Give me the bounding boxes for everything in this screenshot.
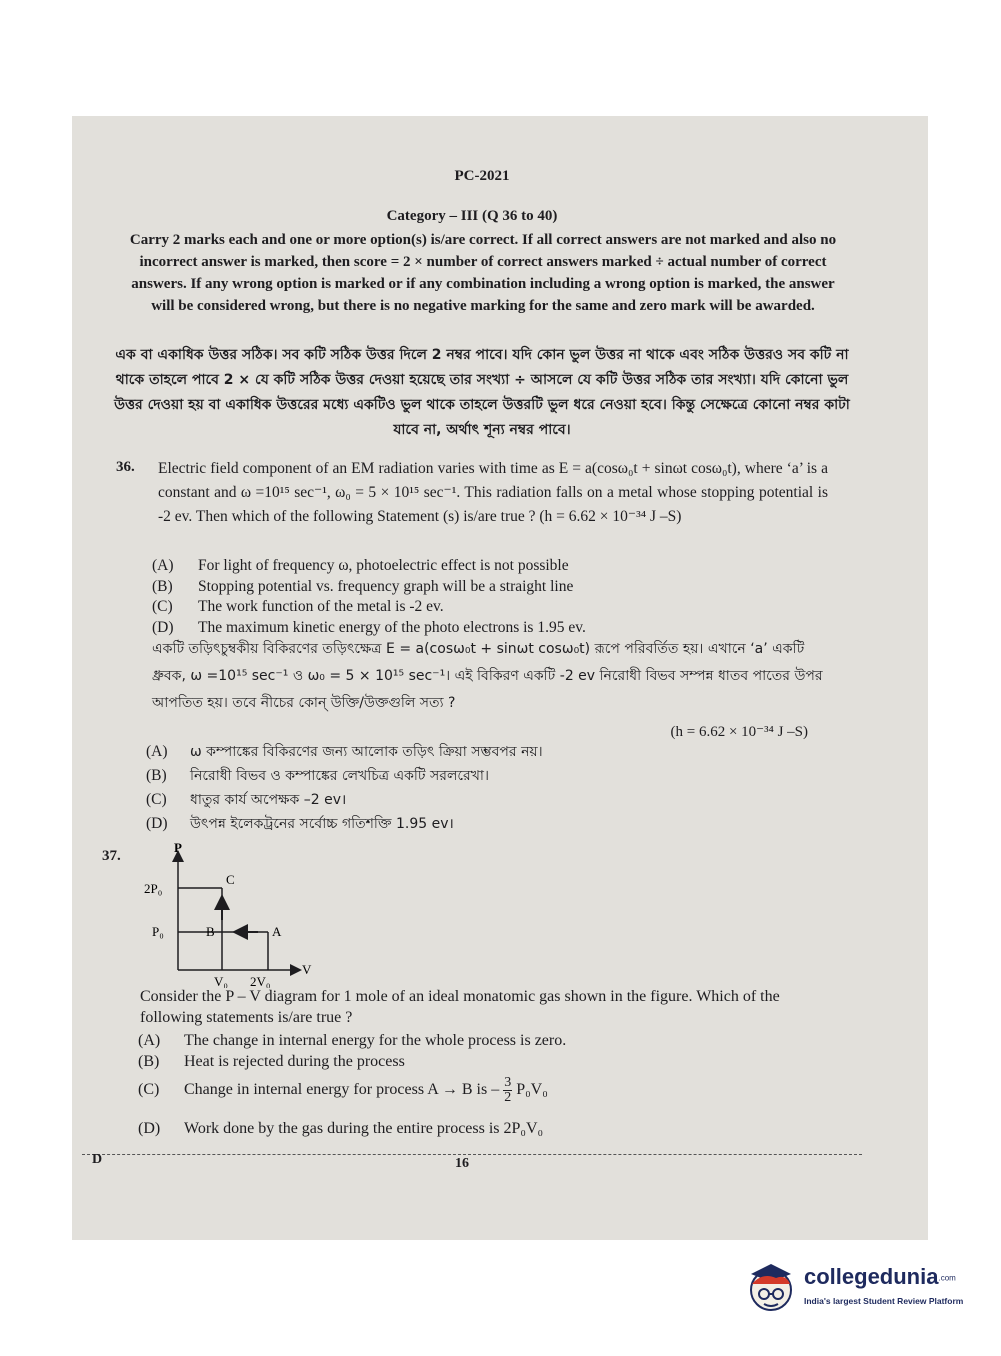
q37-option-d (138, 1120, 543, 1138)
option-text: The change in internal energy for the whole process is zero. (184, 1032, 567, 1049)
brand-name (804, 1264, 956, 1290)
point-b-label: B (206, 924, 215, 939)
option-text: উৎপন্ন ইলেকট্রনের সর্বোচ্চ গতিশক্তি 1.95 ev। (190, 816, 454, 832)
point-a-label: A (272, 924, 282, 939)
question-37-text: Consider the P – V diagram for 1 mole of an ideal monatomic gas shown in the figure. Which of the following statements is/are true ? (140, 988, 780, 1026)
page-number: 16 (455, 1156, 469, 1171)
logo-mascot-icon (742, 1258, 800, 1316)
option-label: (C) (146, 791, 167, 808)
tick-v0: V₀ (214, 974, 228, 988)
option-text: Change in internal energy for process A → B is – (184, 1081, 500, 1099)
option-text: Work done by the gas during the entire process is 2P₀V₀ (184, 1120, 544, 1137)
option-text: ধাতুর কার্য অপেক্ষক –2 ev। (190, 792, 347, 808)
question-36-number: 36. (116, 459, 135, 475)
option-text: The work function of the metal is -2 ev. (198, 598, 444, 615)
option-label: (B) (152, 578, 173, 595)
brand-name-text: collegedunia (804, 1264, 939, 1289)
tick-2v0: 2V₀ (250, 974, 271, 988)
option-text: Heat is rejected during the process (184, 1053, 405, 1070)
instructions-english: Carry 2 marks each and one or more option(s) is/are correct. If all correct answers are not marked and also no incorrect answer is marked, then score = 2 × number of correct answers marked ÷ actual number of correct answers. If any wrong option is marked or if any combination including a wrong option is marked, the answer will be considered wrong, but there is no negative marking for the same and zero mark will be awarded. (129, 232, 837, 314)
pv-diagram (138, 838, 338, 988)
option-label: (A) (152, 557, 174, 574)
fraction-numerator: 3 (504, 1075, 512, 1090)
q37-option-a (138, 1032, 566, 1050)
q36-option-d (152, 619, 586, 637)
option-label: (D) (146, 815, 168, 832)
option-text: Stopping potential vs. frequency graph will be a straight line (198, 578, 574, 595)
p-axis-label: P (174, 840, 182, 855)
q36-option-c (152, 598, 444, 616)
option-label: (C) (152, 598, 173, 615)
category-title: Category – III (Q 36 to 40) (386, 208, 558, 224)
option-label: (B) (146, 767, 167, 784)
option-label: (A) (146, 743, 168, 760)
q37-option-c (138, 1076, 548, 1105)
option-text: নিরোধী বিভব ও কম্পাঙ্কের লেখচিত্র একটি সরলরেখা। (190, 768, 489, 784)
q36-bengali-option-a (146, 740, 543, 764)
fraction-denominator: 2 (504, 1090, 512, 1105)
option-label: (C) (138, 1081, 160, 1099)
collegedunia-logo (742, 1258, 972, 1318)
booklet-letter: D (92, 1152, 103, 1167)
brand-suffix: .com (938, 1273, 956, 1283)
q36-option-a (152, 557, 569, 575)
question-37-number: 37. (102, 848, 121, 864)
question-36-text: Electric field component of an EM radiation varies with time as E = a(cosω₀t + sinωt cosω₀t), where ‘a’ is a constant and ω =10¹⁵ sec⁻¹, ω₀ = 5 × 10¹⁵ sec⁻¹. This radiation falls on a metal whose stopping potential is -2 ev. Then which of the following Statement (s) is/are true ? (h = 6.62 × 10⁻³⁴ J –S) (158, 460, 828, 525)
footer-divider (82, 1154, 862, 1155)
q36-bengali-option-b (146, 764, 489, 788)
option-label: (D) (152, 619, 174, 636)
q36-option-b (152, 578, 573, 596)
fraction (503, 1076, 512, 1105)
option-label: (A) (138, 1032, 161, 1049)
q36-bengali-option-c (146, 788, 346, 812)
option-text: For light of frequency ω, photoelectric effect is not possible (198, 557, 569, 574)
option-text: The maximum kinetic energy of the photo electrons is 1.95 ev. (198, 619, 586, 636)
option-label: (D) (138, 1120, 161, 1137)
q37-option-b (138, 1053, 405, 1071)
q36-bengali-option-d (146, 812, 454, 836)
option-text: ω কম্পাঙ্কের বিকিরণের জন্য আলোক তড়িৎ ক্রিয়া সম্ভবপর নয়। (190, 744, 543, 760)
option-label: (B) (138, 1053, 160, 1070)
question-36-bengali: একটি তড়িৎচুম্বকীয় বিকিরণের তড়িৎক্ষেত্র E = a(cosω₀t + sinωt cosω₀t) রূপে পরিবর্তিত হয়। এখানে ‘a’ একটি ধ্রুবক, ω =10¹⁵ sec⁻¹ ও ω₀ = 5 × 10¹⁵ sec⁻¹। এই বিকিরণ একটি -2 ev নিরোধী বিভব সম্পন্ন ধাতব পাতের উপর আপতিত হয়। তবে নীচের কোন্ উক্তি/উক্তগুলি সত্য ? (152, 641, 823, 711)
brand-tagline: India's largest Student Review Platform (804, 1296, 964, 1306)
point-c-label: C (226, 872, 235, 887)
paper-code: PC-2021 (454, 168, 510, 184)
option-text-tail: P₀V₀ (516, 1081, 548, 1099)
instructions-bengali: এক বা একাধিক উত্তর সঠিক। সব কটি সঠিক উত্তর দিলে 2 নম্বর পাবে। যদি কোন ভুল উত্তর না থাকে এবং সঠিক উত্তরও সব কটি না থাকে তাহলে পাবে 2 × যে কটি সঠিক উত্তর দেওয়া হয়েছে তার সংখ্যা ÷ আসলে যে কটি উত্তর সঠিক তার সংখ্যা। যদি কোনো ভুল উত্তর দেওয়া হয় বা একাধিক উত্তরের মধ্যে একটিও ভুল থাকে তাহলে উত্তরটি ভুল ধরে নেওয়া হবে। কিন্তু সেক্ষেত্রে কোনো নম্বর কাটা যাবে না, অর্থাৎ শূন্য নম্বর পাবে। (114, 347, 850, 438)
tick-2p0: 2P₀ (144, 881, 163, 896)
exam-page (72, 116, 928, 1240)
v-axis-label: V (302, 962, 312, 977)
tick-p0: P₀ (152, 924, 164, 939)
planck-constant: (h = 6.62 × 10⁻³⁴ J –S) (670, 724, 808, 740)
